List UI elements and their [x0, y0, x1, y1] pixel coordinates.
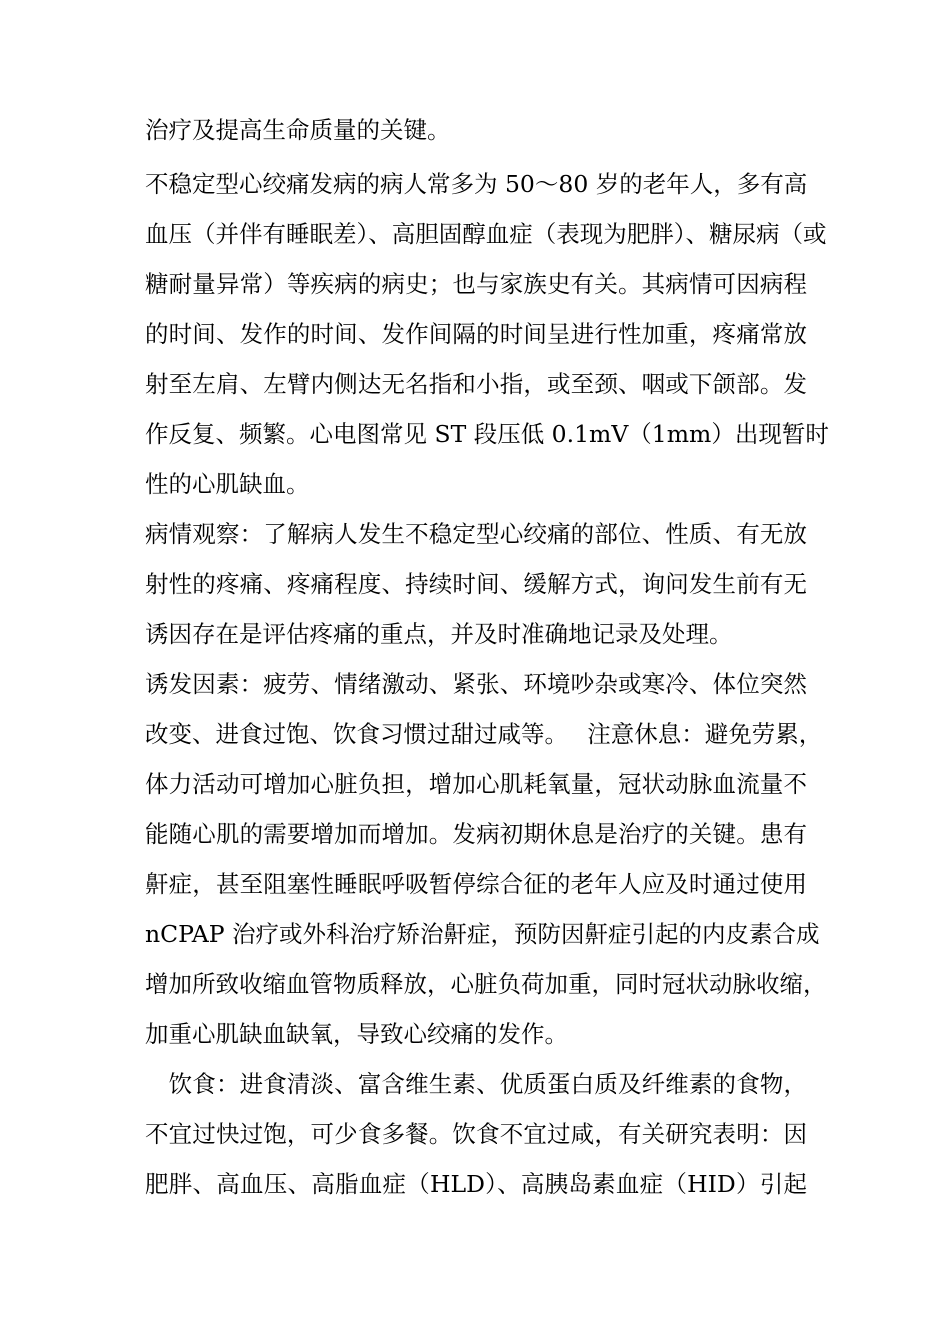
- text-line: 加重心肌缺血缺氧，导致心绞痛的发作。: [145, 1020, 568, 1048]
- text-line: 不宜过快过饱，可少食多餐。饮食不宜过咸，有关研究表明：因: [145, 1120, 807, 1148]
- text-line: 作反复、频繁。心电图常见 ST 段压低 0.1mV（1mm）出现暂时: [145, 420, 829, 448]
- text-line: 鼾症，甚至阻塞性睡眠呼吸暂停综合征的老年人应及时通过使用: [145, 870, 807, 898]
- text-line: 的时间、发作的时间、发作间隔的时间呈进行性加重，疼痛常放: [145, 320, 807, 348]
- text-line: nCPAP 治疗或外科治疗矫治鼾症，预防因鼾症引起的内皮素合成: [145, 920, 820, 948]
- text-line: 不稳定型心绞痛发病的病人常多为 50～80 岁的老年人，多有高: [145, 170, 808, 198]
- text-line: 糖耐量异常）等疾病的病史；也与家族史有关。其病情可因病程: [145, 270, 807, 298]
- text-line: 饮食：进食清淡、富含维生素、优质蛋白质及纤维素的食物，: [145, 1070, 807, 1098]
- text-line: 能随心肌的需要增加而增加。发病初期休息是治疗的关键。患有: [145, 820, 807, 848]
- text-line: 血压（并伴有睡眠差）、高胆固醇血症（表现为肥胖）、糖尿病（或: [145, 220, 827, 248]
- text-line: 诱因存在是评估疼痛的重点，并及时准确地记录及处理。: [145, 620, 733, 648]
- text-line: 病情观察：了解病人发生不稳定型心绞痛的部位、性质、有无放: [145, 520, 807, 548]
- text-line: 射性的疼痛、疼痛程度、持续时间、缓解方式，询问发生前有无: [145, 570, 807, 598]
- text-line: 射至左肩、左臂内侧达无名指和小指，或至颈、咽或下颌部。发: [145, 370, 807, 398]
- text-line: 增加所致收缩血管物质释放，心脏负荷加重，同时冠状动脉收缩，: [145, 970, 827, 998]
- text-line: 体力活动可增加心脏负担，增加心肌耗氧量，冠状动脉血流量不: [145, 770, 807, 798]
- text-line: 改变、进食过饱、饮食习惯过甜过咸等。 注意休息：避免劳累，: [145, 720, 823, 748]
- text-line: 性的心肌缺血。: [145, 470, 310, 498]
- text-line: 治疗及提高生命质量的关键。: [145, 116, 451, 144]
- text-line: 诱发因素：疲劳、情绪激动、紧张、环境吵杂或寒冷、体位突然: [145, 670, 807, 698]
- text-line: 肥胖、高血压、高脂血症（HLD）、高胰岛素血症（HID）引起: [145, 1170, 807, 1198]
